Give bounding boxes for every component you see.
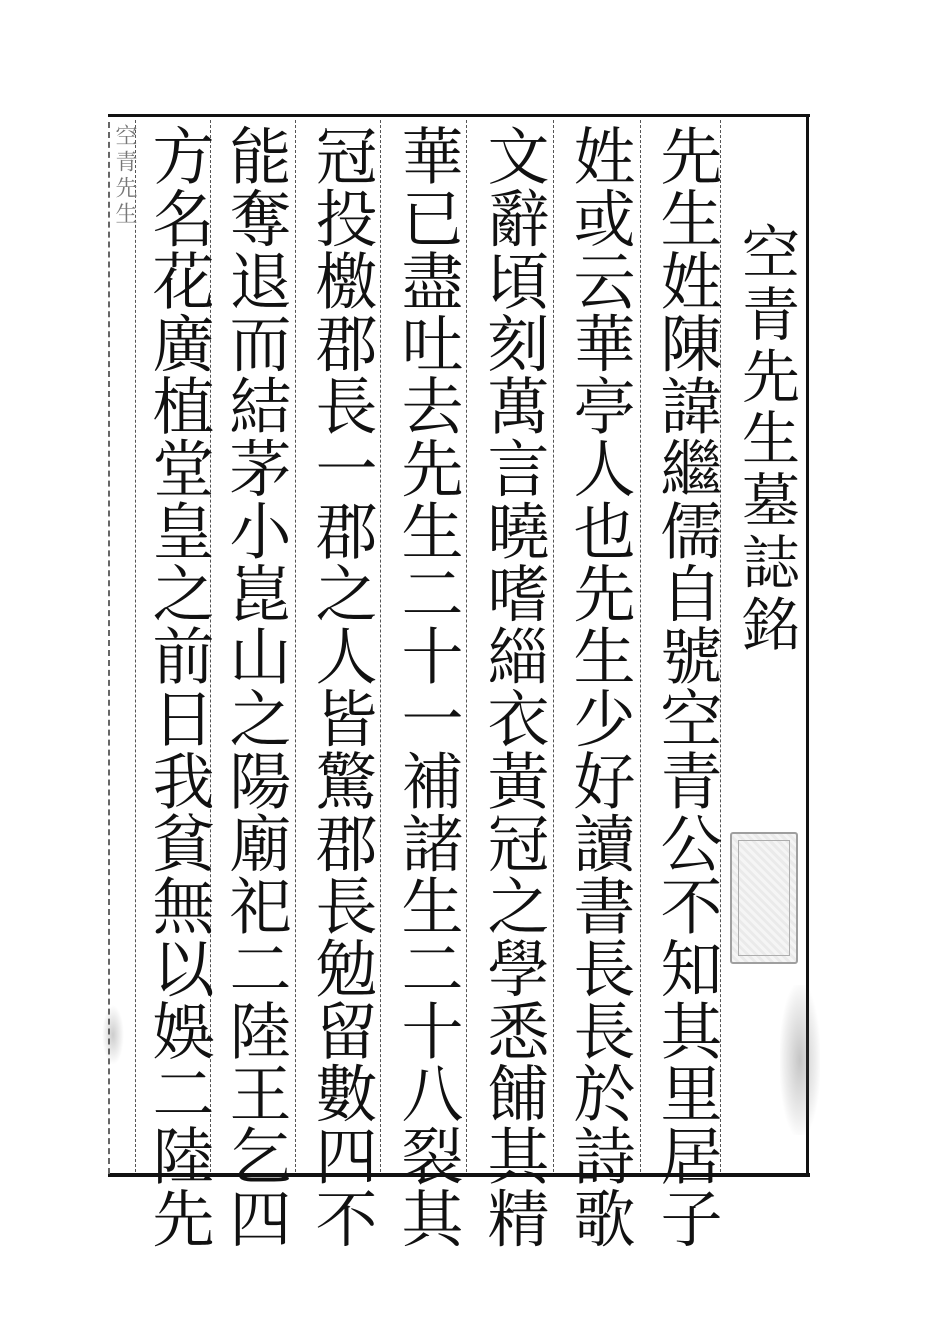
text-column-6: [215, 0, 295, 1330]
column-divider: [553, 120, 554, 1172]
ink-smudge: [102, 1005, 124, 1065]
text-column-1-content: 先生姓陳諱繼儒自號空青公不知其里居子: [650, 124, 723, 1249]
text-column-3: [473, 0, 553, 1330]
text-column-6-content: 能奪退而結茅小崑山之陽廟祀二陸王乞四: [219, 124, 292, 1249]
text-column-4-content: 華已盡吐去先生二十一補諸生二十八裂其: [391, 124, 464, 1249]
text-column-5: [301, 0, 381, 1330]
text-column-5-content: 冠投檄郡長一郡之人皆驚郡長勉留數四不: [305, 124, 378, 1249]
seal-stamp-icon: [730, 832, 798, 964]
column-divider: [295, 120, 296, 1172]
text-column-2: [559, 0, 639, 1330]
seal-inner-border: [738, 840, 790, 956]
text-column-4: [387, 0, 467, 1330]
text-column-3-content: 文辭頃刻萬言曉嗜緇衣黃冠之學悉餔其精: [477, 124, 550, 1249]
text-column-1: [646, 0, 726, 1330]
page-title: 空青先生墓誌銘: [732, 222, 800, 656]
margin-note: [112, 124, 136, 344]
text-column-2-content: 姓或云華亭人也先生少好讀書長長於詩歌: [563, 124, 636, 1249]
ink-smudge: [780, 985, 820, 1135]
text-column-7: [138, 0, 218, 1330]
margin-note-text: 空青先生: [112, 124, 137, 228]
text-column-7-content: 方名花廣植堂皇之前日我貧無以娛二陸先: [142, 124, 215, 1249]
column-divider: [640, 120, 641, 1172]
